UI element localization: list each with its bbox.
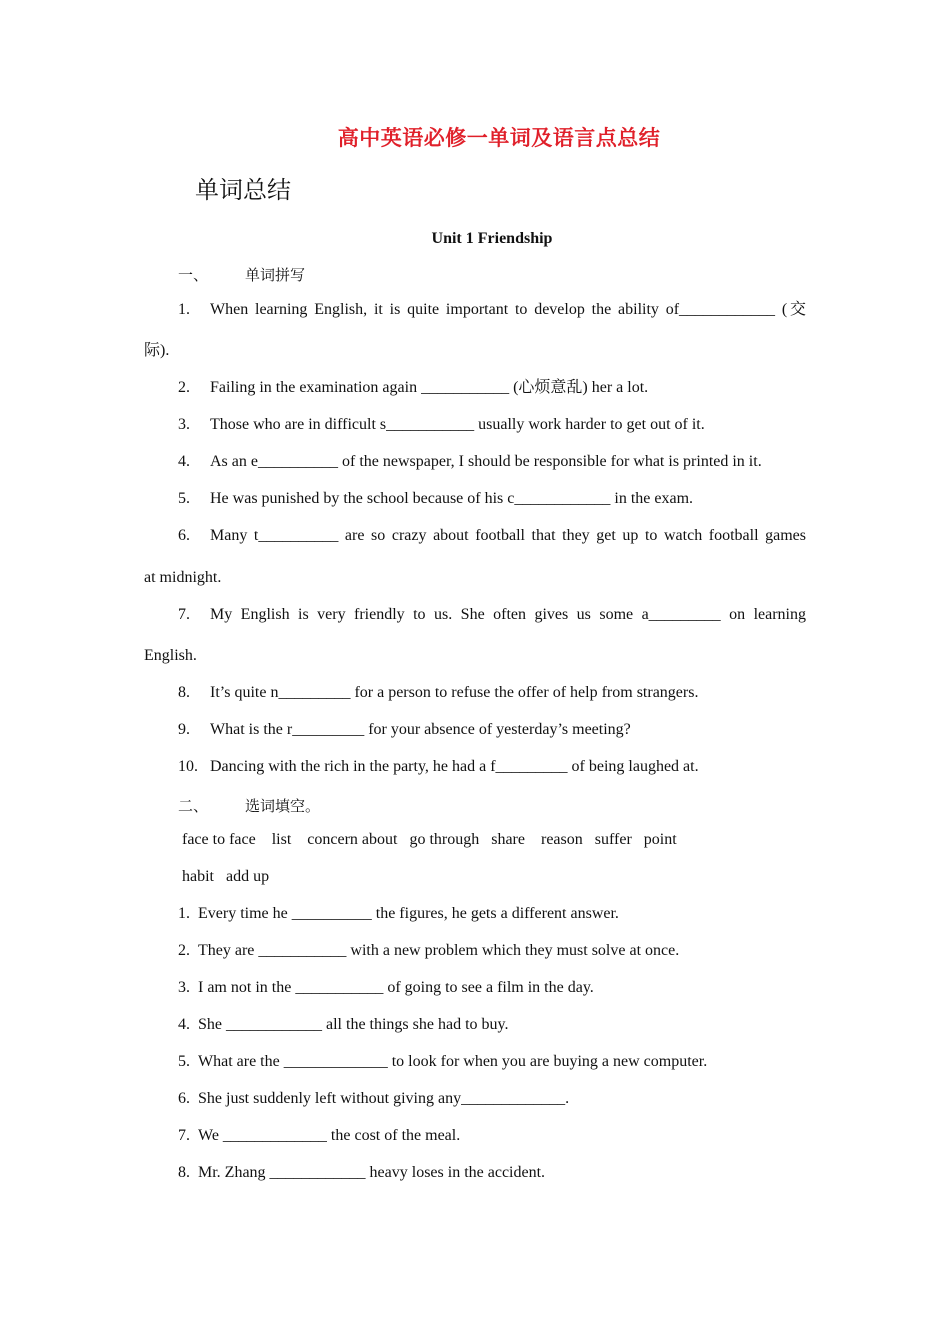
exercise-number: 8. <box>178 1164 190 1181</box>
part2-label: 选词填空。 <box>245 797 321 815</box>
exercise-text: Many t__________ are so crazy about football that they get up to watch football games <box>210 527 806 544</box>
exercise-number: 2. <box>178 379 190 396</box>
exercise-text: Those who are in difficult s___________ usually work harder to get out of it. <box>210 416 705 433</box>
exercise-text: My English is very friendly to us. She often gives us some a_________ on learning <box>210 606 806 623</box>
exercise-continuation: 际). <box>144 342 170 359</box>
exercise-continuation: English. <box>144 647 197 664</box>
exercise-number: 1. <box>178 301 190 318</box>
exercise-number: 5. <box>178 1053 190 1070</box>
part1-number: 一、 <box>178 266 209 284</box>
exercise-number: 6. <box>178 1090 190 1107</box>
exercise-text: Every time he __________ the figures, he gets a different answer. <box>198 905 619 922</box>
exercise-number: 6. <box>178 527 190 544</box>
unit-title: Unit 1 Friendship <box>431 230 553 247</box>
exercise-text: He was punished by the school because of his c____________ in the exam. <box>210 490 694 507</box>
exercise-text: As an e__________ of the newspaper, I should be responsible for what is printed in it. <box>210 453 762 470</box>
part1-label: 单词拼写 <box>245 266 306 284</box>
exercise-text: They are ___________ with a new problem which they must solve at once. <box>198 942 680 959</box>
exercise-number: 3. <box>178 979 190 996</box>
word-bank-line: face to face list concern about go through share reason suffer point <box>182 831 677 848</box>
exercise-number: 7. <box>178 606 190 623</box>
exercise-text: I am not in the ___________ of going to see a film in the day. <box>198 979 594 996</box>
exercise-number: 3. <box>178 416 190 433</box>
part2-number: 二、 <box>178 797 209 815</box>
exercise-text: It’s quite n_________ for a person to refuse the offer of help from strangers. <box>210 684 699 701</box>
exercise-number: 5. <box>178 490 190 507</box>
section-title: 单词总结 <box>195 176 291 204</box>
word-bank-line: habit add up <box>182 868 270 885</box>
exercise-text: What are the _____________ to look for when you are buying a new computer. <box>198 1053 708 1070</box>
exercise-number: 7. <box>178 1127 190 1144</box>
exercise-number: 9. <box>178 721 190 738</box>
exercise-text: She just suddenly left without giving any_____________. <box>198 1090 570 1107</box>
exercise-number: 8. <box>178 684 190 701</box>
exercise-text: Failing in the examination again ___________ (心烦意乱) her a lot. <box>210 379 649 396</box>
exercise-text: Dancing with the rich in the party, he had a f_________ of being laughed at. <box>210 758 699 775</box>
exercise-text: What is the r_________ for your absence of yesterday’s meeting? <box>210 721 631 738</box>
exercise-number: 2. <box>178 942 190 959</box>
exercise-number: 1. <box>178 905 190 922</box>
exercise-text: She ____________ all the things she had to buy. <box>198 1016 509 1033</box>
exercise-text: When learning English, it is quite important to develop the ability of____________ (交 <box>210 301 806 318</box>
exercise-number: 10. <box>178 758 198 775</box>
exercise-number: 4. <box>178 453 190 470</box>
document-title: 高中英语必修一单词及语言点总结 <box>337 126 661 150</box>
exercise-text: Mr. Zhang ____________ heavy loses in the accident. <box>198 1164 546 1181</box>
exercise-continuation: at midnight. <box>144 569 222 586</box>
exercise-text: We _____________ the cost of the meal. <box>198 1127 461 1144</box>
exercise-number: 4. <box>178 1016 190 1033</box>
